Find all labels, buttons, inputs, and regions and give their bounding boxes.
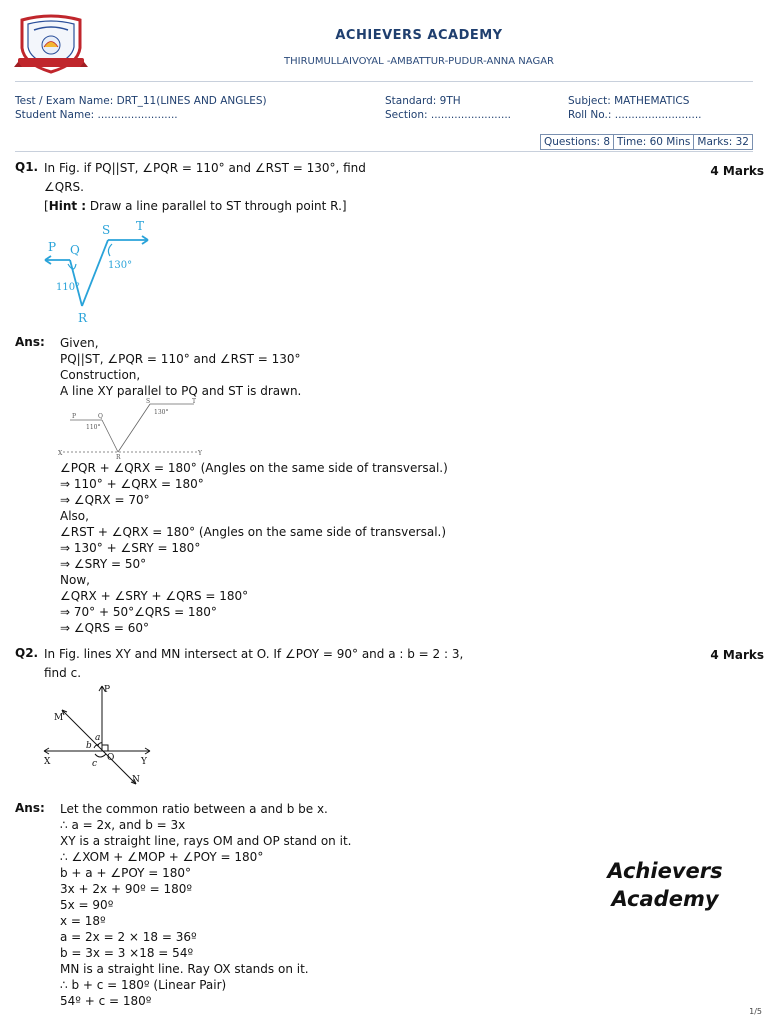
svg-text:Y: Y bbox=[198, 450, 202, 457]
ans-line: ∴ ∠XOM + ∠MOP + ∠POY = 180° bbox=[60, 850, 264, 864]
q2-fig-label-c: c bbox=[92, 759, 98, 769]
ans-line: ∠PQR + ∠QRX = 180° (Angles on the same side of transversal.) bbox=[60, 461, 448, 475]
ans-line: b + a + ∠POY = 180° bbox=[60, 866, 192, 880]
ans-line: b = 3x = 3 ×18 = 54º bbox=[60, 946, 194, 960]
q2-ans-label: Ans: bbox=[15, 801, 45, 815]
total-marks: Marks: 32 bbox=[697, 136, 749, 148]
ans-line: ⇒ 130° + ∠SRY = 180° bbox=[60, 541, 201, 555]
q1-line2: ∠QRS. bbox=[44, 180, 84, 194]
q1-fig-label-r: R bbox=[78, 311, 88, 325]
subject: Subject: MATHEMATICS bbox=[568, 95, 690, 107]
ans-line: a = 2x = 2 × 18 = 36º bbox=[60, 930, 197, 944]
q1-fig-angle-130: 130° bbox=[108, 260, 133, 271]
q2-fig-label-a: a bbox=[95, 733, 101, 743]
ans-line: ⇒ ∠QRS = 60° bbox=[60, 621, 149, 635]
q2-fig-label-b: b bbox=[86, 741, 92, 751]
q2-question bbox=[44, 645, 463, 683]
ans-line: XY is a straight line, rays OM and OP stand on it. bbox=[60, 834, 352, 848]
info-divider bbox=[15, 151, 753, 152]
ans-line: x = 18º bbox=[60, 914, 106, 928]
q2-fig-label-x: X bbox=[44, 757, 51, 767]
ans-line: ∴ b + c = 180º (Linear Pair) bbox=[60, 978, 227, 992]
q1-ans-label: Ans: bbox=[15, 335, 45, 349]
exam-stats bbox=[540, 134, 753, 150]
q1-answer-figure bbox=[58, 398, 208, 460]
academy-subtitle: THIRUMULLAIVOYAL -AMBATTUR-PUDUR-ANNA NAGAR bbox=[284, 56, 554, 67]
ans-line: A line XY parallel to PQ and ST is drawn. bbox=[60, 384, 302, 398]
ans-line: Now, bbox=[60, 573, 90, 587]
q2-fig-label-y: Y bbox=[141, 757, 147, 767]
ans-line: ⇒ ∠SRY = 50° bbox=[60, 557, 147, 571]
svg-text:S: S bbox=[146, 398, 151, 405]
ans-line: ⇒ ∠QRX = 70° bbox=[60, 493, 150, 507]
ans-line: 5x = 90º bbox=[60, 898, 114, 912]
q1-question bbox=[44, 159, 366, 216]
q1-fig-label-q: Q bbox=[70, 243, 80, 257]
ans-line: PQ||ST, ∠PQR = 110° and ∠RST = 130° bbox=[60, 352, 301, 366]
svg-text:T: T bbox=[192, 398, 197, 405]
q2-ans bbox=[60, 801, 351, 1009]
q1-fig-arc-130 bbox=[108, 244, 112, 256]
page-number: 1/5 bbox=[749, 1007, 762, 1016]
ans-line: 3x + 2x + 90º = 180º bbox=[60, 882, 193, 896]
svg-text:110°: 110° bbox=[86, 424, 101, 431]
q1-marks: 4 Marks bbox=[710, 164, 764, 178]
q1-number: Q1. bbox=[15, 160, 39, 174]
q2-line2: find c. bbox=[44, 666, 82, 680]
ans-line: Let the common ratio between a and b be x. bbox=[60, 802, 328, 816]
q2-fig-label-p: P bbox=[104, 685, 111, 695]
q1-fig-label-p: P bbox=[48, 240, 57, 254]
svg-text:P: P bbox=[72, 413, 77, 420]
ans-line: Construction, bbox=[60, 368, 141, 382]
q2-fig-label-o: O bbox=[107, 753, 115, 763]
watermark: Achievers Academy bbox=[607, 859, 723, 911]
info-left bbox=[15, 94, 267, 122]
ans-line: Also, bbox=[60, 509, 89, 523]
ans-line: 54º + c = 180º bbox=[60, 994, 152, 1008]
ans-line: ⇒ 70° + 50°∠QRS = 180° bbox=[60, 605, 217, 619]
test-name: Test / Exam Name: DRT_11(LINES AND ANGLES) bbox=[15, 95, 267, 107]
ans-line: MN is a straight line. Ray OX stands on it. bbox=[60, 962, 309, 976]
svg-text:130°: 130° bbox=[154, 409, 169, 416]
q2-figure bbox=[40, 682, 155, 792]
info-right bbox=[568, 94, 702, 122]
q2-fig-line-mn bbox=[62, 710, 136, 784]
q1-figure bbox=[40, 216, 155, 328]
roll-no: Roll No.: .......................... bbox=[568, 109, 702, 121]
svg-text:Q: Q bbox=[98, 413, 103, 420]
q1-line1: In Fig. if PQ||ST, ∠PQR = 110° and ∠RST = 130°, find bbox=[44, 161, 366, 175]
q1-fig-label-t: T bbox=[136, 219, 145, 233]
ans-line: Given, bbox=[60, 336, 99, 350]
q2-fig-label-m: M bbox=[54, 713, 64, 723]
q2-number: Q2. bbox=[15, 646, 39, 660]
q1-ans-bottom bbox=[60, 460, 448, 636]
ans-line: ∠RST + ∠QRX = 180° (Angles on the same side of transversal.) bbox=[60, 525, 447, 539]
standard: Standard: 9TH bbox=[385, 95, 461, 107]
student-name: Student Name: ........................ bbox=[15, 109, 178, 121]
header-divider bbox=[15, 81, 753, 82]
info-middle bbox=[385, 94, 511, 122]
q2-fig-right-angle bbox=[102, 745, 108, 751]
ans-line: ∴ a = 2x, and b = 3x bbox=[60, 818, 186, 832]
section: Section: ........................ bbox=[385, 109, 511, 121]
q2-marks: 4 Marks bbox=[710, 648, 764, 662]
academy-title: ACHIEVERS ACADEMY bbox=[335, 28, 503, 43]
time-limit: Time: 60 Mins bbox=[614, 135, 694, 149]
ans-line: ⇒ 110° + ∠QRX = 180° bbox=[60, 477, 204, 491]
q1-hint: [Hint : Draw a line parallel to ST through point R.] bbox=[44, 199, 347, 213]
q1-fig-line-rs bbox=[82, 240, 108, 306]
svg-text:X: X bbox=[58, 450, 63, 457]
svg-text:R: R bbox=[116, 454, 121, 460]
q2-line1: In Fig. lines XY and MN intersect at O. If ∠POY = 90° and a : b = 2 : 3, bbox=[44, 647, 464, 661]
q1-ans-top bbox=[60, 335, 301, 399]
questions-count: Questions: 8 bbox=[541, 135, 614, 149]
q1-fig-label-s: S bbox=[102, 223, 111, 237]
q2-fig-label-n: N bbox=[132, 775, 140, 785]
ans-line: ∠QRX + ∠SRY + ∠QRS = 180° bbox=[60, 589, 249, 603]
q1-fig-angle-110: 110° bbox=[56, 282, 81, 293]
